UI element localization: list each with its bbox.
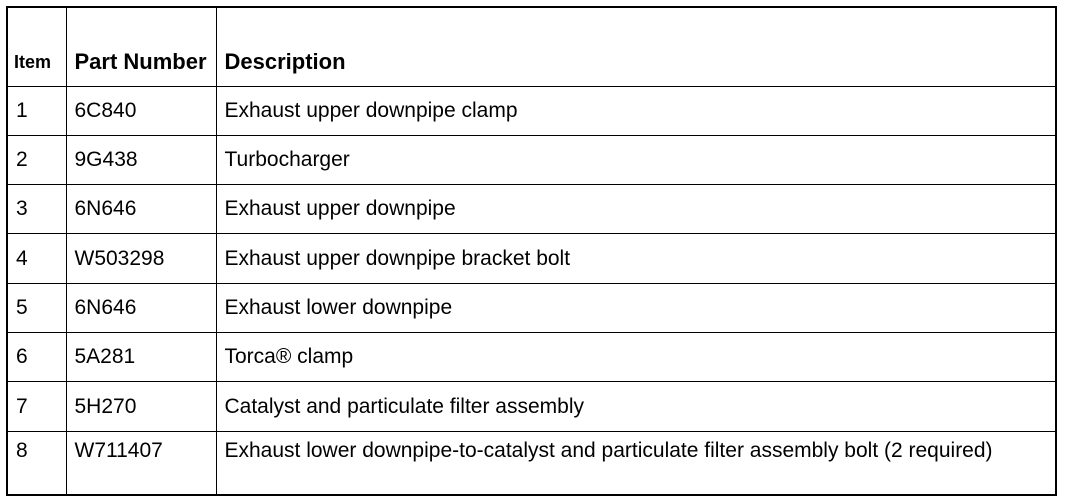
cell-part-number: 6N646 — [66, 283, 216, 332]
cell-description: Exhaust upper downpipe bracket bolt — [216, 234, 1056, 283]
table-row — [7, 382, 1056, 431]
cell-item: 4 — [7, 234, 66, 283]
table-row — [7, 135, 1056, 184]
cell-description: Turbocharger — [216, 135, 1056, 184]
cell-item: 1 — [7, 86, 66, 135]
cell-description: Exhaust lower downpipe — [216, 283, 1056, 332]
cell-description: Torca® clamp — [216, 333, 1056, 382]
cell-item: 3 — [7, 185, 66, 234]
cell-item: 8 — [7, 431, 66, 495]
table-row — [7, 234, 1056, 283]
cell-item: 7 — [7, 382, 66, 431]
header-part-number: Part Number — [66, 7, 216, 86]
cell-item: 6 — [7, 333, 66, 382]
cell-item: 2 — [7, 135, 66, 184]
table-header-row — [7, 7, 1056, 86]
table-row — [7, 283, 1056, 332]
cell-description: Catalyst and particulate filter assembly — [216, 382, 1056, 431]
cell-part-number: W503298 — [66, 234, 216, 283]
header-item: Item — [7, 7, 66, 86]
cell-part-number: W711407 — [66, 431, 216, 495]
cell-part-number: 5A281 — [66, 333, 216, 382]
cell-part-number: 5H270 — [66, 382, 216, 431]
cell-part-number: 6C840 — [66, 86, 216, 135]
table-row — [7, 333, 1056, 382]
cell-description: Exhaust upper downpipe clamp — [216, 86, 1056, 135]
header-description: Description — [216, 7, 1056, 86]
cell-item: 5 — [7, 283, 66, 332]
cell-part-number: 9G438 — [66, 135, 216, 184]
cell-part-number: 6N646 — [66, 185, 216, 234]
cell-description: Exhaust upper downpipe — [216, 185, 1056, 234]
parts-table — [6, 6, 1057, 496]
table-row — [7, 185, 1056, 234]
table-row — [7, 431, 1056, 495]
cell-description: Exhaust lower downpipe-to-catalyst and particulate filter assembly bolt (2 required) — [216, 431, 1056, 495]
table-row — [7, 86, 1056, 135]
